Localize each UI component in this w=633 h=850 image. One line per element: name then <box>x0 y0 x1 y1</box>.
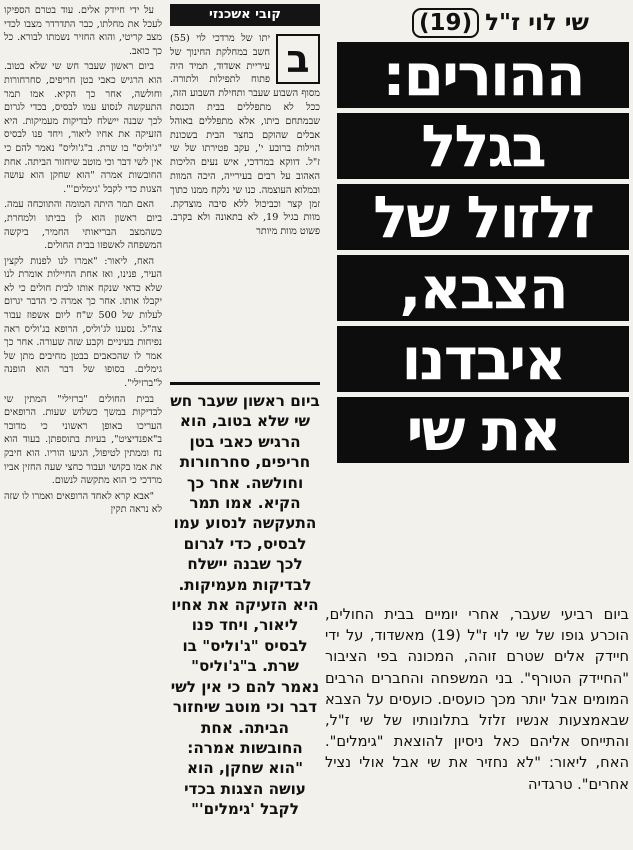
lead-text: ביום רביעי שעבר, אחרי יומיים בבית החולים, הוכרע גופו של שי לוי ז"ל (19) מאשדוד, על ידי חיידק אלים שטרם זוהה, המכונה בפי הציבור "החיידק הטורף". בני המשפחה והחברים הרבים המומים אבל יותר מכך כועסים. כועסים על הצבא שבאמצעות אנשיו זלזל בתלונותיו של שי ז"ל, והתייחס אליהם כאל ניסיון להוצאת "גימלים". האח, ליאור: "לא נחזיר את שי אבל אולי נציל אחרים". טרגדיה <box>325 606 629 793</box>
kicker-name: שי לוי ז"ל <box>485 10 589 36</box>
article-continuation-column <box>4 4 162 846</box>
article-middle-column <box>170 4 320 846</box>
body-paragraph: האח, ליאור: "אמרו לנו לפנות לקצין העיר, פנינו, ואז אחת החיילות אומרת לנו שלא כדאי שנקח אותו לבית חולים כי לא יקבלו אותו. אחר כך אמרה כי הדבר יגרום לעלות של 500 ש"ח ליום אשפוז עבור צה"ל. נסענו לג'וליס, הרופא בג'וליס ראה נפיחות בעיניים וקבע שזה שעורה. אחר כך אמר לו שהכאבים בבטן מחיבים מתן של גימלים. בסופו של דבר הוא הופנה ל"ברזילי". <box>4 255 162 390</box>
body-paragraph: בבית החולים "ברזילי" המתין שי לבדיקות במשך כשלוש שעות. הרופאים העריכו באופן ראשוני כי מדובר ב"אפנדיציט", בעיות בתוספתן. בעוד הוא נח וממתין לטיפול, הגיעו הוריו. הוא חיבק את אמו בקושי ועבור כחצי שעה החזין אביו מרדכי כי הוא מתקשה לנשום. <box>4 393 162 487</box>
body-paragraph: ביום ראשון שעבר חש שי שלא בטוב. הוא הרגיש כאבי בטן חריפים, סחרחורות וחולשה, אחר כך הקיא. אמו תמר התעקשה לנסוע עמו לבסיס, בכדי לגרום לכך שבנה יישלח לבדיקות מעמיקות. היא הזעיקה את אחיו ליאור, ויחד פנו לבסיס "ג'וליס" בו שרת. ב"ג'וליס" נאמר להם כי אין לשי דבר וכי מוטב שיחזור הביתה. אחת החובשות אמרה "הוא שחקן הוא עושה הצגות כדי לקבל 'גימלים'". <box>4 61 162 195</box>
kicker <box>325 4 629 42</box>
headline-column <box>325 4 629 846</box>
headline-line: את שי <box>337 397 629 463</box>
headline-line: זלזול של <box>337 184 629 250</box>
intro-paragraph: יתו של מרדכי לוי (55) חשב במחלקת החינוך של עיריית אשדוד, תמיד היה פתוח לתפילות ולתורה. מסוף השבוע שעבר ותחילת השבוע הזה, ככל לא מתפללים בבית הכנסת שבמתחם ביתו, אלא מתפללים באוהל אבלים שהוקם בחצר הבית בשכונת הוילות ברובע י', עקב פטירתו של שי ז"ל. דווקא במרדכי, איש נעים הליכות האהוב על רבים בעירייה, היכה המוות ובמלוא העוצמה. כנו שי נלקח ממנו כתוך זמן קצר וכביכול ללא סיבה מוצדקת. מוות בגיל 19, לא בתאונה ולא בקרב. פשוט מוות מיותר <box>170 33 320 238</box>
headline-line: ההורים: <box>337 42 629 108</box>
intro-block <box>170 26 320 372</box>
drop-cap: ב <box>276 34 320 84</box>
body-paragraph: על ידי חיידק אלים. עוד בטרם הספיקו לעכל את מחלתו, כבר התדרדר מצבו לכדי מצב קריטי, והוא החזיר נשמתו לבורא. כל כך כואב. <box>4 5 162 57</box>
body-paragraph: האם תמר היתה המומה והתווכחה עמה. ביום ראשון הוא לן בביתו ולמחרת, כשהמצב הבריאותי החמיר, ביקשה המשפחה לאשפזו בבית החולים. <box>4 199 162 252</box>
pull-quote: ביום ראשון שעבר חש שי שלא בטוב, הוא הרגיש כאבי בטן חריפים, סחרחורות וחולשה. אחר כך הקיא. אמו תמר התעקשה לנסוע עמו לבסיס, כדי לגרום לכך שבנה יישלח לבדיקות מעמיקות. היא הזעיקה את אחיו ליאור, ויחד פנו לבסיס "ג'וליס" בו שרת. ב"ג'וליס" נאמר להם כי אין לשי דבר וכי מוטב שיחזור הביתה. אחת החובשות אמרה: "הוא שחקן, הוא עושה הצגות בכדי לקבל 'גימלים'" <box>170 382 320 837</box>
age-badge: (19) <box>412 8 479 38</box>
body-paragraph: "אבא קרא לאחד הרופאים ואמרו לו שזה לא נראה תקין <box>4 490 162 516</box>
lead-paragraph <box>325 604 629 846</box>
author-byline: קובי אשכנזי <box>170 4 320 26</box>
headline-line: איבדנו <box>337 326 629 392</box>
headline-line: בגלל <box>337 113 629 179</box>
headline-line: הצבא, <box>337 255 629 321</box>
